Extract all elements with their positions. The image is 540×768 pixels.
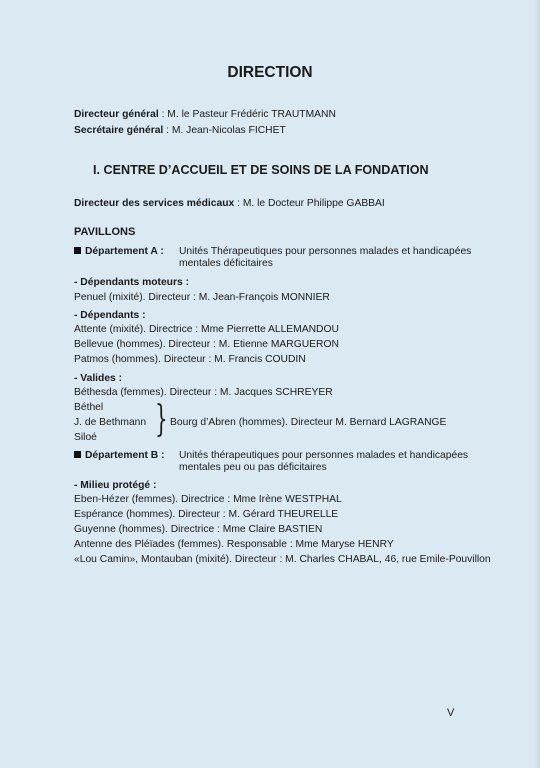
group-item: Béthel — [74, 402, 104, 413]
page-number: V — [447, 707, 455, 719]
medical-director-name: : M. le Docteur Philippe GABBAI — [234, 198, 385, 209]
dependants-moteurs-heading: - Dépendants moteurs : — [74, 277, 189, 288]
list-item: Guyenne (hommes). Directrice : Mme Claire BASTIEN — [74, 524, 323, 535]
milieu-protege-heading: - Milieu protégé : — [74, 480, 157, 491]
list-item: Antenne des Pléïades (femmes). Responsable : Mme Maryse HENRY — [74, 539, 394, 550]
dependants-heading: - Dépendants : — [74, 310, 146, 321]
section-title: I. CENTRE D’ACCUEIL ET DE SOINS DE LA FONDATION — [93, 163, 429, 177]
secretary-general — [74, 124, 286, 137]
department-a-desc-line2: mentales déficitaires — [179, 258, 273, 269]
director-general-label: Directeur général — [74, 109, 159, 120]
group-item: Siloé — [74, 432, 97, 443]
department-a — [74, 245, 164, 258]
square-bullet-icon — [74, 247, 81, 254]
scan-edge-shadow — [534, 0, 540, 768]
medical-director — [74, 197, 385, 210]
department-b — [74, 449, 165, 462]
pavillons-heading: PAVILLONS — [74, 226, 136, 238]
list-item: Attente (mixité). Directrice : Mme Pierrette ALLEMANDOU — [74, 324, 339, 335]
list-item: Patmos (hommes). Directeur : M. Francis COUDIN — [74, 354, 306, 365]
department-a-desc-line1: Unités Thérapeutiques pour personnes malades et handicapées — [179, 246, 472, 257]
list-item: Bellevue (hommes). Directeur : M. Etienne MARGUERON — [74, 339, 339, 350]
group-description: Bourg d’Abren (hommes). Directeur M. Bernard LAGRANGE — [170, 417, 447, 428]
page-title: DIRECTION — [227, 64, 313, 81]
group-item: J. de Bethmann — [74, 417, 147, 428]
department-b-desc-line2: mentales peu ou pas déficitaires — [179, 462, 327, 473]
department-b-desc-line1: Unités thérapeutiques pour personnes malades et handicapées — [179, 450, 469, 461]
list-item: Espérance (hommes). Directeur : M. Gérard THEURELLE — [74, 509, 339, 520]
list-item: Penuel (mixité). Directeur : M. Jean-François MONNIER — [74, 292, 330, 303]
medical-director-label: Directeur des services médicaux — [74, 198, 235, 209]
secretary-general-label: Secrétaire général — [74, 125, 164, 136]
secretary-general-name: : M. Jean-Nicolas FICHET — [163, 125, 286, 136]
right-brace-icon: } — [155, 399, 168, 440]
department-b-label: Département B : — [85, 450, 165, 461]
list-item: Eben-Hézer (femmes). Directrice : Mme Irène WESTPHAL — [74, 494, 342, 505]
valides-heading: - Valides : — [74, 373, 123, 384]
department-a-label: Département A : — [85, 246, 164, 257]
director-general-name: : M. le Pasteur Frédéric TRAUTMANN — [158, 109, 336, 120]
list-item: «Lou Camin», Montauban (mixité). Directeur : M. Charles CHABAL, 46, rue Emile-Pouvillon — [74, 554, 491, 565]
list-item: Béthesda (femmes). Directeur : M. Jacques SCHREYER — [74, 387, 333, 398]
square-bullet-icon — [74, 451, 81, 458]
director-general — [74, 108, 336, 121]
